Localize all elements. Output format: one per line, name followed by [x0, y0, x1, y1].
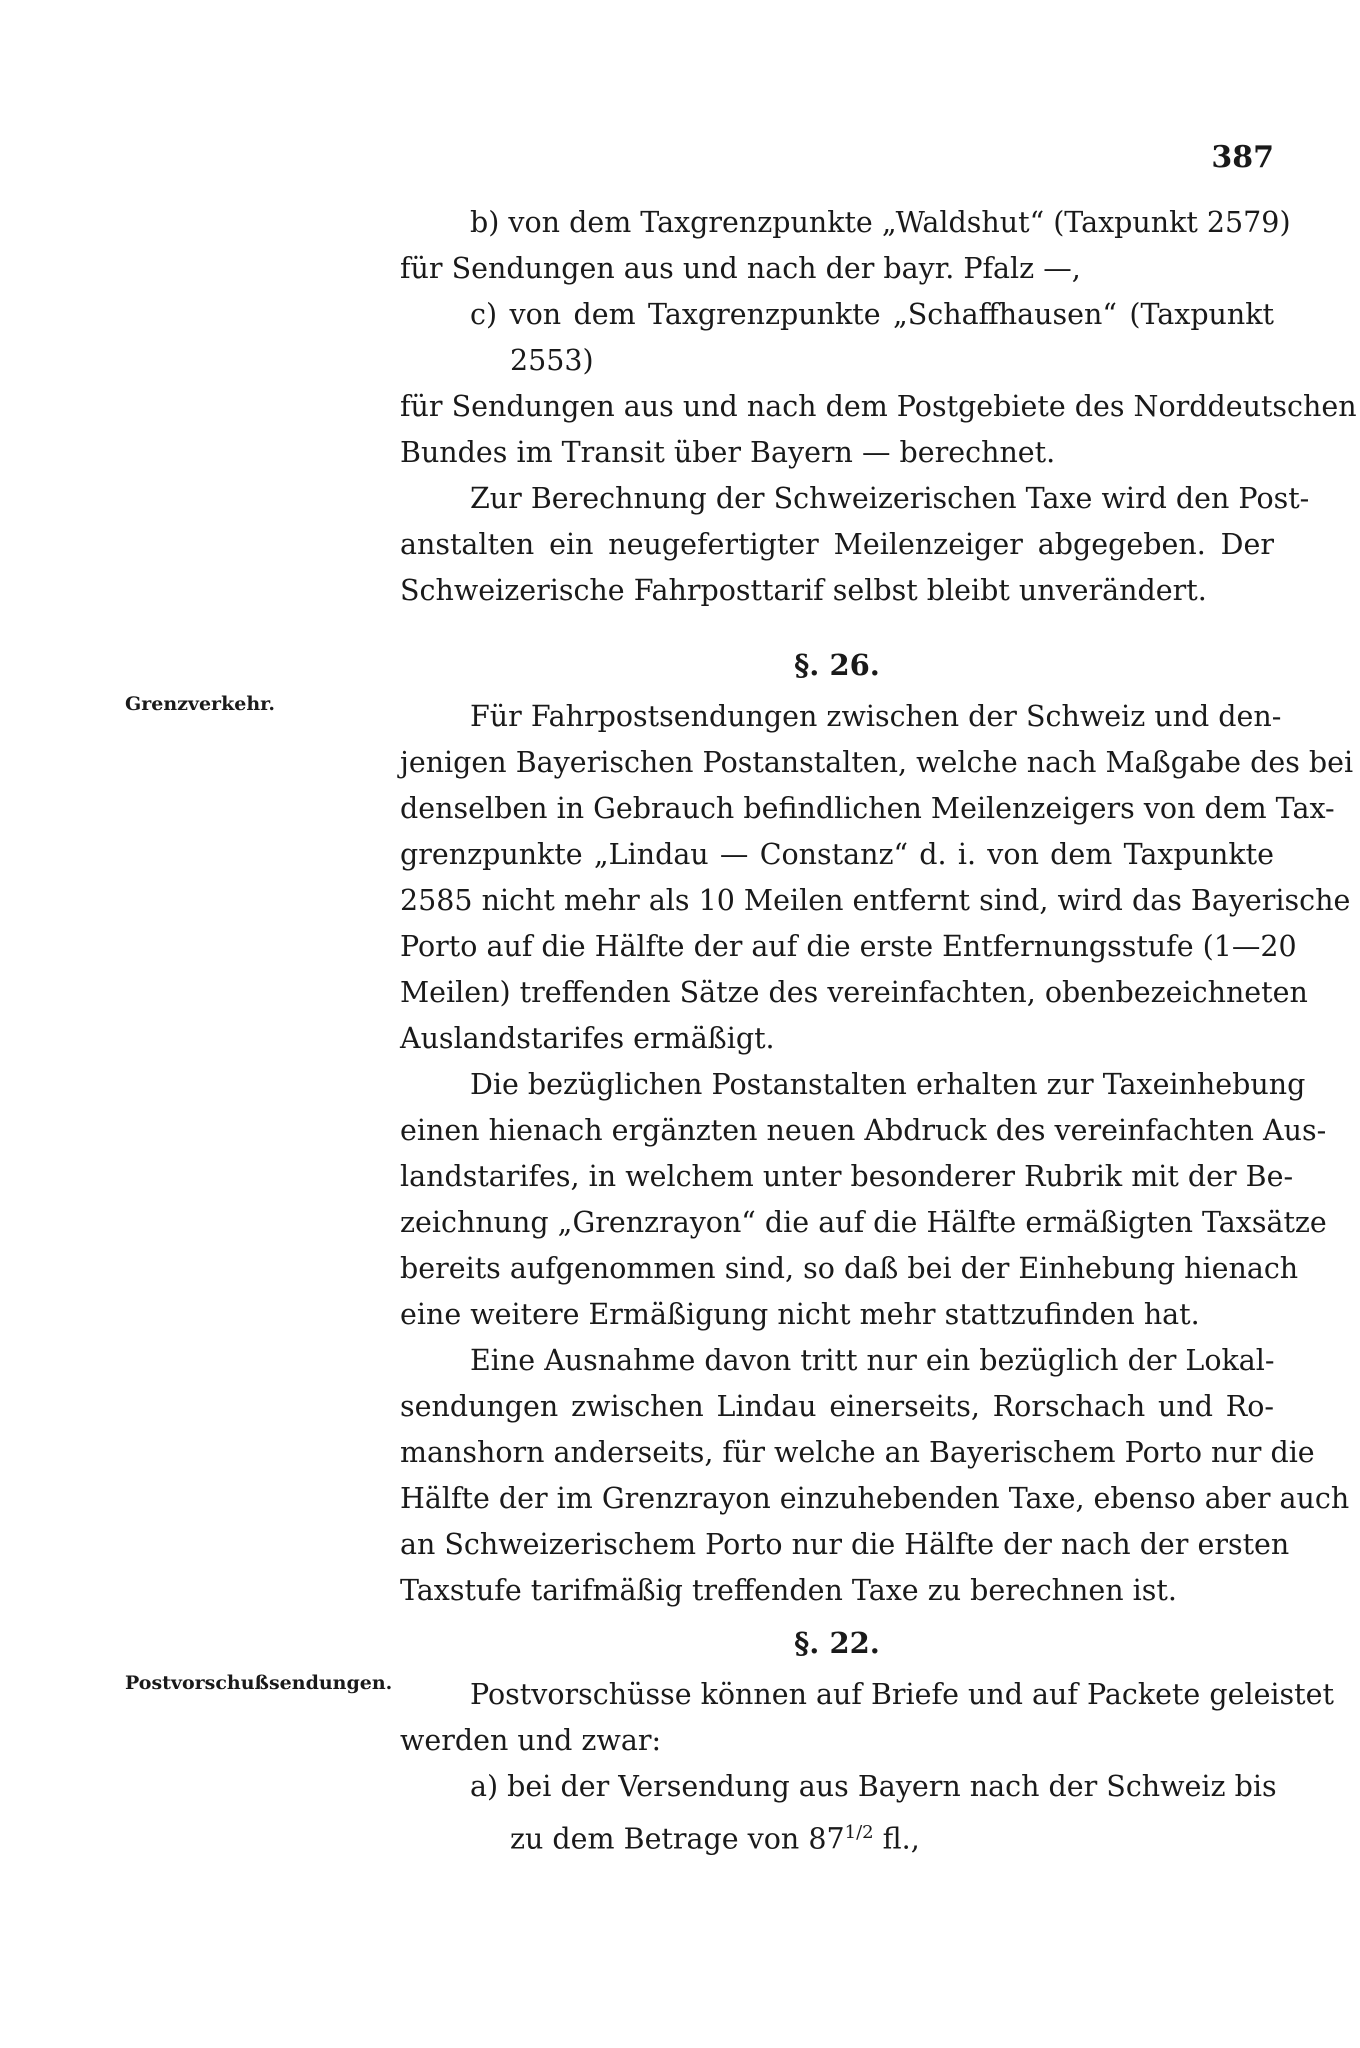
- amount-fraction: 1/2: [844, 1822, 874, 1843]
- text-line: Die bezüglichen Postanstalten erhalten zur Taxeinhebung: [470, 1068, 1306, 1101]
- text-line: eine weitere Ermäßigung nicht mehr stattzufinden hat.: [400, 1298, 1200, 1331]
- text-line: werden und zwar:: [400, 1724, 662, 1757]
- section-26: [400, 628, 1354, 1614]
- text-line: landstarifes, in welchem unter besonderer Rubrik mit der Be-: [400, 1160, 1294, 1193]
- text-line: Eine Ausnahme davon tritt nur ein bezüglich der Lokal-: [470, 1344, 1275, 1377]
- continuation-block: [400, 200, 1357, 614]
- text-line: manshorn anderseits, für welche an Bayerischem Porto nur die: [400, 1436, 1315, 1469]
- text-line: denselben in Gebrauch befindlichen Meilenzeigers von dem Tax-: [400, 792, 1335, 825]
- page-number: 387: [1211, 140, 1274, 175]
- text-line: Für Fahrpostsendungen zwischen der Schweiz und den-: [470, 700, 1282, 733]
- text-line: für Sendungen aus und nach dem Postgebiete des Norddeutschen: [400, 390, 1357, 423]
- text-line: Taxstufe tarifmäßig treffenden Taxe zu berechnen ist.: [400, 1574, 1177, 1607]
- text-line: 2585 nicht mehr als 10 Meilen entfernt sind, wird das Bayerische: [400, 884, 1351, 917]
- text-line: an Schweizerischem Porto nur die Hälfte der nach der ersten: [400, 1528, 1290, 1561]
- section-heading: §. 26.: [794, 648, 880, 682]
- text-line: Auslandstarifes ermäßigt.: [400, 1022, 775, 1055]
- text-line: Porto auf die Hälfte der auf die erste Entfernungsstufe (1—20: [400, 930, 1297, 963]
- text-line: c) von dem Taxgrenzpunkte „Schaffhausen“ (Taxpunkt: [470, 298, 1274, 331]
- amount-suffix: fl.,: [873, 1822, 920, 1856]
- text-line: jenigen Bayerischen Postanstalten, welche nach Maßgabe des bei: [400, 746, 1354, 779]
- text-line: a) bei der Versendung aus Bayern nach der Schweiz bis: [470, 1770, 1277, 1803]
- section-heading: §. 22.: [794, 1626, 880, 1660]
- marginal-note-grenzverkehr: Grenzverkehr.: [125, 693, 276, 715]
- text-line: Schweizerische Fahrposttarif selbst bleibt unverändert.: [400, 574, 1207, 607]
- section-26-body: [400, 694, 1354, 1614]
- text-line: anstalten ein neugefertigter Meilenzeiger abgegeben. Der: [400, 528, 1274, 561]
- text-line: für Sendungen aus und nach der bayr. Pfalz —,: [400, 252, 1081, 285]
- text-line: zeichnung „Grenzrayon“ die auf die Hälfte ermäßigten Taxsätze: [400, 1206, 1327, 1239]
- text-line: bereits aufgenommen sind, so daß bei der Einhebung hienach: [400, 1252, 1299, 1285]
- section-22: [400, 1606, 1334, 1863]
- text-line: grenzpunkte „Lindau — Constanz“ d. i. von dem Taxpunkte: [400, 838, 1274, 871]
- section-22-body: [400, 1672, 1334, 1810]
- text-line: einen hienach ergänzten neuen Abdruck des vereinfachten Aus-: [400, 1114, 1327, 1147]
- text-line: [400, 1810, 1274, 1863]
- text-line: b) von dem Taxgrenzpunkte „Waldshut“ (Taxpunkt 2579): [470, 206, 1291, 239]
- amount-text: zu dem Betrage von 87: [510, 1822, 845, 1856]
- text-line: Meilen) treffenden Sätze des vereinfachten, obenbezeichneten: [400, 976, 1308, 1009]
- marginal-note-postvorschuss: Postvorschußsendungen.: [125, 1672, 393, 1694]
- text-line: Bundes im Transit über Bayern — berechnet.: [400, 436, 1056, 469]
- text-line: Zur Berechnung der Schweizerischen Taxe wird den Post-: [470, 482, 1310, 515]
- text-line: Hälfte der im Grenzrayon einzuhebenden Taxe, ebenso aber auch: [400, 1482, 1350, 1515]
- text-line: 2553): [510, 344, 594, 377]
- text-line: sendungen zwischen Lindau einerseits, Rorschach und Ro-: [400, 1390, 1274, 1423]
- text-line: Postvorschüsse können auf Briefe und auf Packete geleistet: [470, 1678, 1334, 1711]
